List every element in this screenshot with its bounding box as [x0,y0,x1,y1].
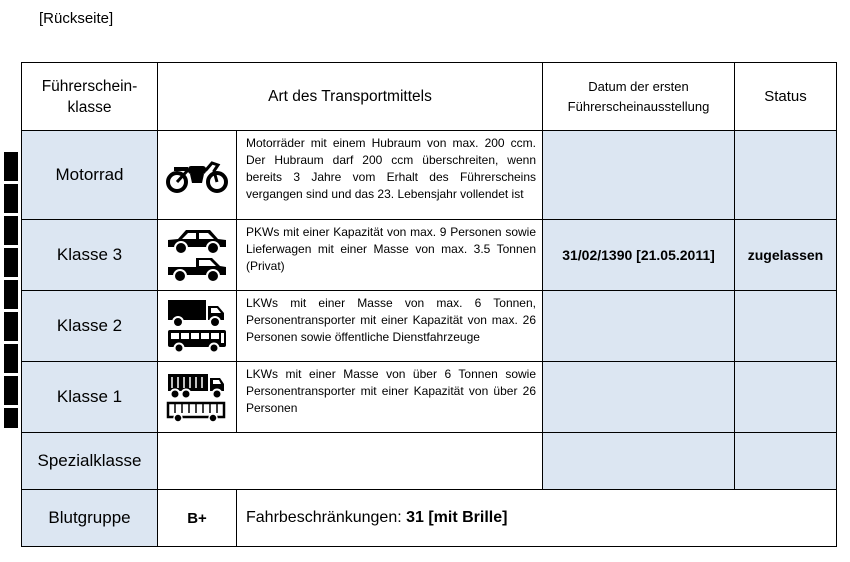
large-bus-icon [166,401,228,423]
table-row [22,131,837,220]
restriction-value: 31 [mit Brille] [406,509,508,526]
issue-date [543,433,735,490]
table-row [22,433,837,490]
status-value [735,433,837,490]
header-status: Status [735,63,837,131]
table-row [22,291,837,362]
class-label: Klasse 1 [22,362,158,433]
description [158,433,543,490]
description: LKWs mit einer Masse von über 6 Tonnen sowie Personentransporter mit einer Kapazität von über 26 Personen [237,362,543,433]
header-class: Führerschein-klasse [22,63,158,131]
footer-row [22,490,837,547]
blood-group-value: B+ [158,490,237,547]
issue-date [543,131,735,220]
issue-date [543,291,735,362]
table-row [22,220,837,291]
car-icon [166,227,228,255]
class-label: Spezialklasse [22,433,158,490]
heavy-truck-icon [166,371,228,401]
issue-date [543,362,735,433]
header-date: Datum der ersten Führerscheinausstellung [543,63,735,131]
restriction-label: Fahrbeschränkungen: [246,509,402,526]
license-table [21,62,837,547]
truck-icon [166,298,228,328]
class-label: Klasse 3 [22,220,158,291]
motorcycle-icon [166,157,228,193]
bus-icon [166,328,228,354]
class-label: Klasse 2 [22,291,158,362]
vehicle-icons [158,362,237,433]
status-value [735,131,837,220]
driving-restrictions [237,490,837,547]
description: LKWs mit einer Masse von max. 6 Tonnen, Personentransporter mit einer Kapazität von max. 26 Personen sowie öffentliche Dienstfahrzeuge [237,291,543,362]
barcode-strip [4,152,18,431]
pickup-truck-icon [166,255,228,283]
vehicle-icons [158,291,237,362]
table-row [22,362,837,433]
description: PKWs mit einer Kapazität von max. 9 Personen sowie Lieferwagen mit einer Masse von max. 3.5 Tonnen (Privat) [237,220,543,291]
header-row [22,63,837,131]
status-value [735,362,837,433]
header-transport: Art des Transportmittels [158,63,543,131]
class-label: Motorrad [22,131,158,220]
page-caption: [Rückseite] [39,10,114,27]
status-value [735,291,837,362]
blood-group-label: Blutgruppe [22,490,158,547]
vehicle-icons [158,220,237,291]
issue-date: 31/02/1390 [21.05.2011] [543,220,735,291]
status-value: zugelassen [735,220,837,291]
vehicle-icons [158,131,237,220]
description: Motorräder mit einem Hubraum von max. 200 ccm. Der Hubraum darf 200 ccm überschreiten, wenn bereits 3 Jahre vom Erhalt des Führerscheins vergangen sind und das 23. Lebensjahr vollendet ist [237,131,543,220]
